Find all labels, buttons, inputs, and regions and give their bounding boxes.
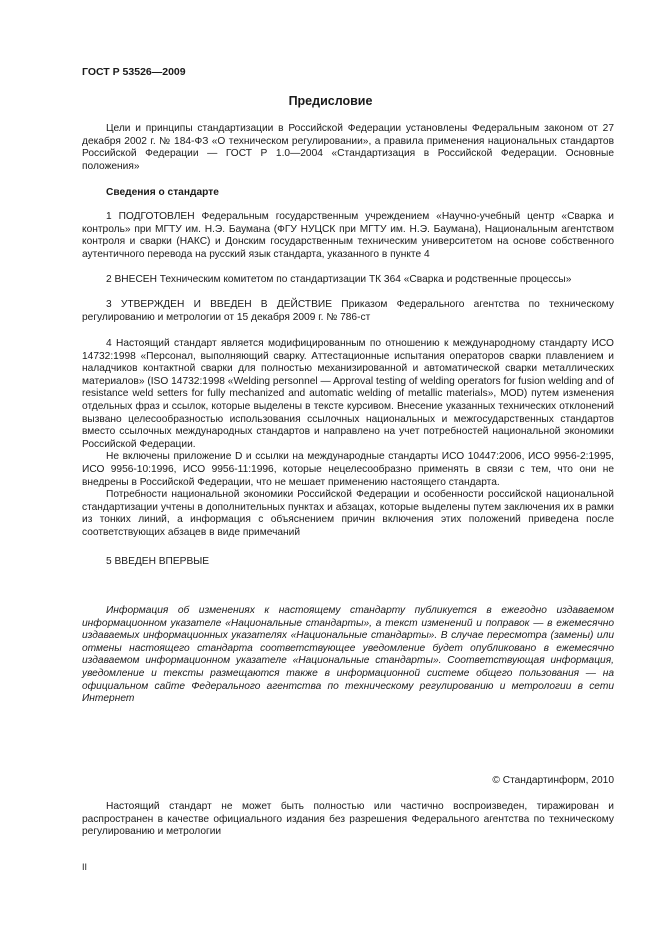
reproduction-notice-text: Настоящий стандарт не может быть полностью или частично воспроизведен, тиражирован и распространен в качестве официального издания без разрешения Федерального агентства по техническому регулированию и метрологии <box>82 801 614 838</box>
item-1 <box>82 211 614 261</box>
page-number: II <box>82 862 88 872</box>
intro-paragraph <box>82 123 614 173</box>
item-1-text: 1 ПОДГОТОВЛЕН Федеральным государственным учреждением «Научно-учебный центр «Сварка и контроль» при МГТУ им. Н.Э. Баумана (ФГУ НУЦСК при МГТУ им. Н.Э. Баумана), Национальным агентством контроля и сварки (НАКС) и Донским государственным техническим университетом на основе собственного аутентичного перевода на русский язык стандарта, указанного в пункте 4 <box>82 211 614 260</box>
standard-code: ГОСТ Р 53526—2009 <box>82 66 186 78</box>
copyright-line: © Стандартинформ, 2010 <box>492 775 614 786</box>
item-3-text: 3 УТВЕРЖДЕН И ВВЕДЕН В ДЕЙСТВИЕ Приказом Федерального агентства по техническому регулированию и метрологии от 15 декабря 2009 г. № 786-ст <box>82 299 614 323</box>
page-title: Предисловие <box>288 94 373 108</box>
item-3 <box>82 299 614 324</box>
item-2 <box>82 274 614 287</box>
item-4-paragraph-3: Потребности национальной экономики Российской Федерации и особенности российской национальной стандартизации учтены в дополнительных пунктах и абзацах, которые выделены путем заключения их в рамки из тонких линий, а информация с объяснением причин включения этих положений приведена после соответствующих абзацев в виде примечаний <box>82 489 614 538</box>
item-2-text: 2 ВНЕСЕН Техническим комитетом по стандартизации ТК 364 «Сварка и родственные процессы» <box>106 274 572 285</box>
item-5 <box>82 556 614 569</box>
intro-text: Цели и принципы стандартизации в Российской Федерации установлены Федеральным законом от 27 декабря 2002 г. № 184-ФЗ «О техническом регулировании», а правила применения национальных стандартов Российской Федерации — ГОСТ Р 1.0—2004 «Стандартизация в Российской Федерации. Основные положения» <box>82 123 614 172</box>
item-4-paragraph-2: Не включены приложение D и ссылки на международные стандарты ИСО 10447:2006, ИСО 9956-2:1995, ИСО 9956-10:1996, ИСО 9956-11:1996, которые нецелесообразно применять в связи с тем, что они не внедрены в Российской Федерации, что не мешает применению настоящего стандарта. <box>82 451 614 488</box>
section-subheading: Сведения о стандарте <box>106 187 219 198</box>
amendments-notice-text: Информация об изменениях к настоящему стандарту публикуется в ежегодно издаваемом информационном указателе «Национальные стандарты», а текст изменений и поправок — в ежемесячно издаваемых информационных указателях «Национальные стандарты». В случае пересмотра (замены) или отмены настоящего стандарта соответствующее уведомление будет опубликовано в ежемесячно издаваемом информационном указателе «Национальные стандарты». Соответствующая информация, уведомление и тексты размещаются также в информационной системе общего пользования — на официальном сайте Федерального агентства по техническому регулированию и метрологии в сети Интернет <box>82 605 614 705</box>
item-5-text: 5 ВВЕДЕН ВПЕРВЫЕ <box>106 556 210 567</box>
item-4-paragraph-1: 4 Настоящий стандарт является модифицированным по отношению к международному стандарту ИСО 14732:1998 «Персонал, выполняющий сварку. Аттестационные испытания операторов сварки плавлением и наладчиков контактной сварки для полностью механизированной и автоматической сварки металлических материалов» (ISO 14732:1998 «Welding personnel — Approval testing of welding operators for fusion welding and of resistance weld setters for fully mechanized and automatic welding of metallic materials», MOD) путем изменения отдельных фраз и ссылок, которые выделены в тексте курсивом. Внесение указанных технических отклонений вызвано целесообразностью использования ссылочных национальных и межгосударственных стандартов вместо ссылочных международных стандартов и направлено на учет потребностей национальной экономики Российской Федерации. <box>82 338 614 450</box>
reproduction-notice <box>82 801 614 839</box>
item-4 <box>82 338 614 540</box>
amendments-notice <box>82 605 614 706</box>
